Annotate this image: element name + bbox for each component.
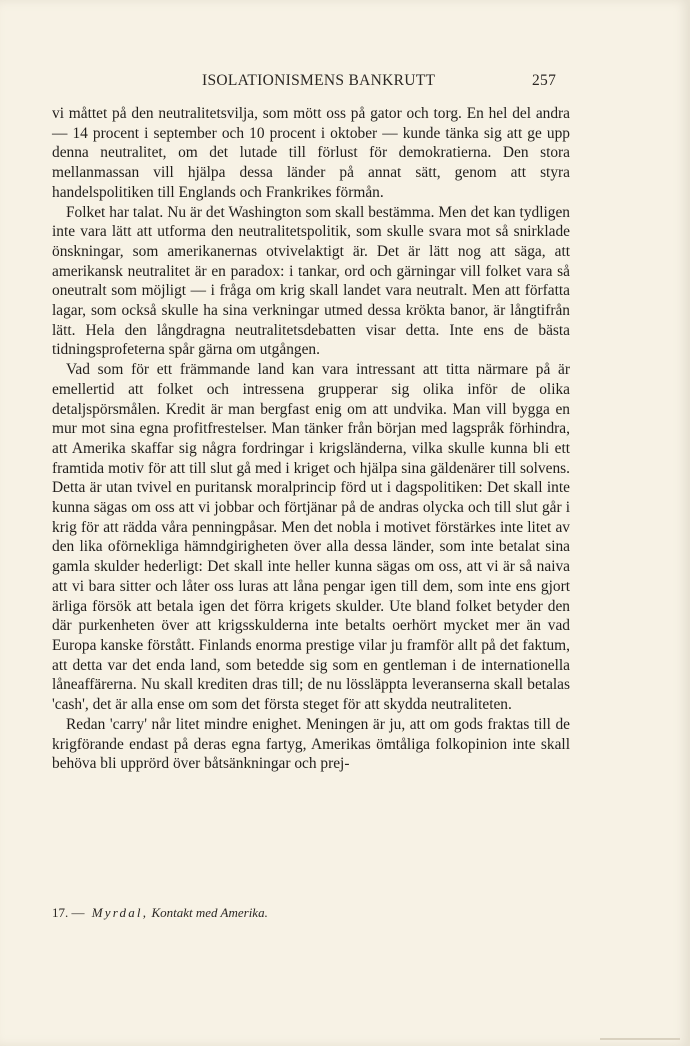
running-title: ISOLATIONISMENS BANKRUTT bbox=[202, 72, 436, 89]
paragraph-1: vi måttet på den neutralitetsvilja, som mött oss på gator och torg. En hel del andra — 14 procent i september och 10 procent i oktober — kunde tänka sig att ge upp denna neutralitet, om det lutade till förlust för demokratierna. Den stora mellanmassan vill hjälpa dessa länder på annat sätt, genom att styra handelspolitiken till Englands och Frankrikes förmån. bbox=[52, 105, 570, 201]
paragraph-2: Folket har talat. Nu är det Washington som skall bestämma. Men det kan tydligen inte vara lätt att utforma den neutralitetspolitik, som skulle svara mot så snirklade önskningar, som amerikanernas otvivelaktigt är. Det är lätt nog att säga, att amerikansk neutralitet är en paradox: i tankar, ord och gärningar vill folket vara så oneutralt som möjligt — i fråga om krig skall landet vara neutralt. Men att författa lagar, som också skulle ha sina verkningar utmed dessa krökta banor, är långtifrån lätt. Hela den långdragna neutralitetsdebatten visar detta. Inte ens de bästa tidningsprofeterna spår gärna om utgången. bbox=[52, 203, 570, 359]
footnote-author: Myrdal, bbox=[91, 905, 149, 920]
footnote-work: Kontakt med Amerika. bbox=[151, 905, 268, 920]
paragraph-3: Vad som för ett främmande land kan vara intressant att titta närmare på är emellertid att folket och intressena grupperar sig olika inför de olika detaljspörsmålen. Kredit är man bergfast enig om att undvika. Man vill bygga en mur mot sina egna profitfrestelser. Man tänker från början med lagspråk förhindra, att Amerika skaffar sig några fordringar i krigsländerna, vilka skulle kunna bli ett framtida motiv för att till slut gå med i kriget och hjälpa sina gäldenärer till solvens. Detta är utan tvivel en puritansk moralprincip förd ut i dagspolitiken: Det skall inte kunna sägas om oss att vi jobbar och förtjänar på de andras olycka och till slut går i krig för att rädda våra penningpåsar. Men det nobla i motivet förstärkes inte litet av den lika oförnekliga hämndgirigheten över alla dessa länder, som inte betalat sina gamla skulder hederligt: Det skall inte heller kunna sägas om oss, att vi är så naiva att vi bara sitter och låter oss luras att låna pengar igen till dem, som inte ens gjort ärliga försök att betala igen det förra krigets skulder. Ute bland folket betyder den där purkenheten över att krigsskulderna inte betalts oerhört mycket mer än vad Europa kanske förstått. Finlands enorma prestige vilar ju framför allt på det faktum, att detta var det enda land, som betedde sig som en gentleman i de internationella låneaffärerna. Nu skall krediten dras till; de nu lössläppta leveranserna skall betalas 'cash', det är alla ense om som det första steget för att skydda neutraliteten. bbox=[52, 361, 570, 714]
body-text bbox=[52, 104, 570, 774]
paragraph-4: Redan 'carry' når litet mindre enighet. Meningen är ju, att om gods fraktas till de krigförande endast på deras egna fartyg, Amerikas ömtåliga folkopinion inte skall behöva bli upprörd över båtsänkningar och prej- bbox=[52, 715, 570, 773]
footnote-number: 17. — bbox=[52, 905, 85, 920]
page-edge-divider bbox=[600, 1038, 680, 1040]
page-number: 257 bbox=[532, 72, 557, 89]
footnote bbox=[52, 905, 268, 921]
